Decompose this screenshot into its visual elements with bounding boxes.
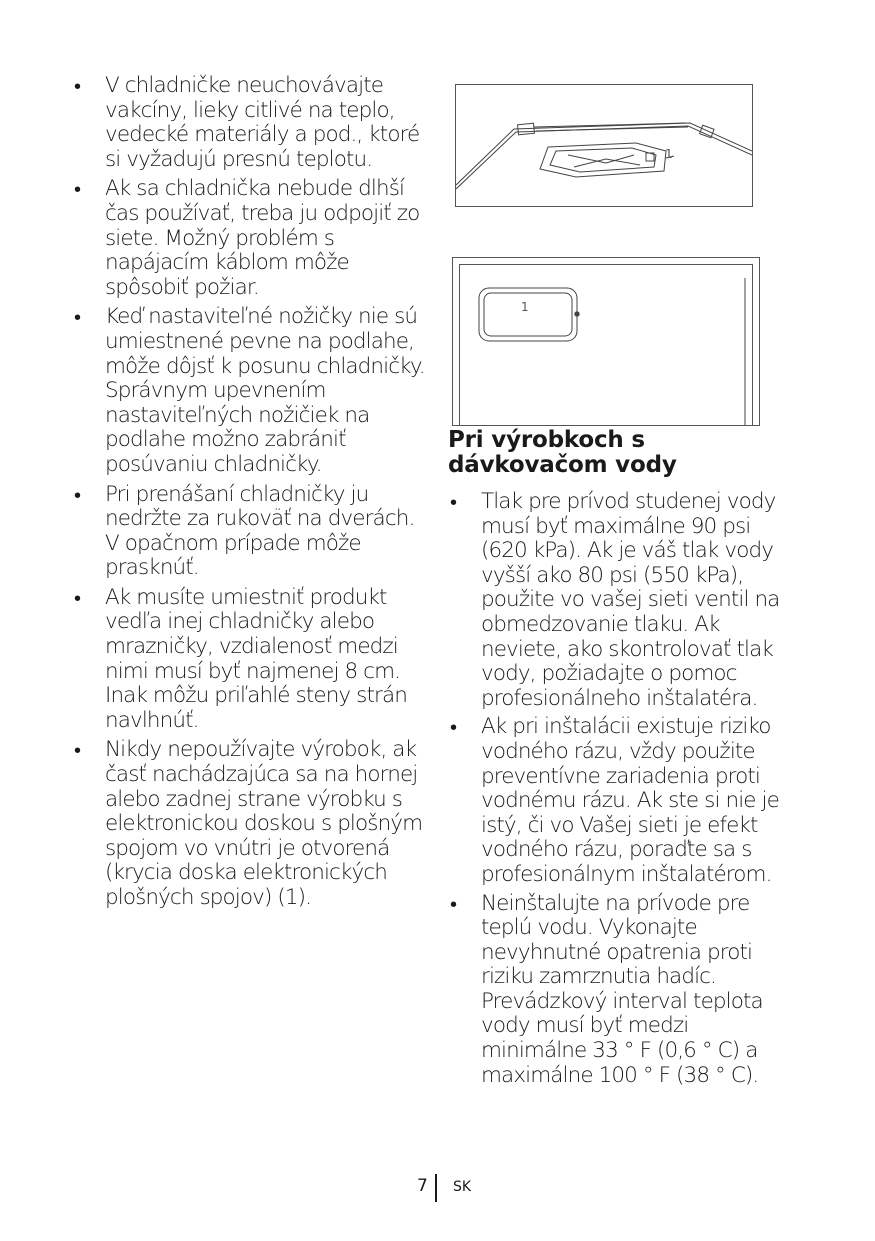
list-item: • Pri prenášaní chladničky ju nedržte za rukoväť na dverách. V opačnom prípade môže prasknúť. (72, 483, 430, 581)
section-heading: Pri výrobkoch s dávkovačom vody (448, 427, 677, 478)
page-footer (0, 1174, 875, 1204)
footer-divider (435, 1174, 437, 1202)
list-item: • Ak pri inštalácii existuje riziko vodného rázu, vždy použite preventívne zariadenia proti vodnému rázu. Ak ste si nie je istý, či vo Vašej sieti je efekt vodného rázu, poraďte sa s profesionálnym inštalatérom. (448, 715, 793, 887)
list-item: • Keď nastaviteľné nožičky nie sú umiestnené pevne na podlahe, môže dôjsť k posunu chladničky. Správnym upevnením nastaviteľných nožičiek na podlahe možno zabrániť posúvaniu chladničky. (72, 305, 430, 477)
list-item: • Tlak pre prívod studenej vody musí byť maximálne 90 psi (620 kPa). Ak je váš tlak vody vyšší ako 80 psi (550 kPa), použite vo vašej sieti ventil na obmedzovanie tlaku. Ak neviete, ako skontrolovať tlak vody, požiadajte o pomoc profesionálneho inštalatéra. (448, 490, 793, 711)
safety-list (72, 74, 430, 911)
page-number: 7 (417, 1176, 428, 1196)
left-column (72, 74, 430, 916)
list-item: • V chladničke neuchovávajte vakcíny, lieky citlivé na teplo, vedecké materiály a pod., ktoré si vyžadujú presnú teplotu. (72, 74, 430, 172)
list-item: • Ak musíte umiestniť produkt vedľa inej chladničky alebo mrazničky, vzdialenosť medzi nimi musí byť najmenej 8 cm. Inak môžu priľahlé steny strán navlhnúť. (72, 586, 430, 734)
figure-callout-label: 1 (665, 147, 673, 161)
back-cover-illustration (453, 258, 759, 425)
list-item: • Neinštalujte na prívode pre teplú vodu. Vykonajte nevyhnutné opatrenia proti riziku zamrznutia hadíc. Prevádzkový interval teplota vody musí byť medzi minimálne 33 ° F (0,6 ° C) a maximálne 100 ° F (38 ° C). (448, 892, 793, 1089)
pcb-cover-illustration (456, 85, 752, 206)
list-item: • Ak sa chladnička nebude dlhší čas používať, treba ju odpojiť zo siete. Možný problém s napájacím káblom môže spôsobiť požiar. (72, 177, 430, 300)
figure-pcb-cover-back (452, 257, 760, 426)
right-column (448, 428, 793, 1092)
figure-callout-label: 1 (521, 300, 529, 314)
list-item: • Nikdy nepoužívajte výrobok, ak časť nachádzajúca sa na hornej alebo zadnej strane výrobku s elektronickou doskou s plošným spojom vo vnútri je otvorená (krycia doska elektronických plošných spojov) (1). (72, 738, 430, 910)
language-code: SK (453, 1179, 472, 1195)
figure-pcb-cover-top (455, 84, 753, 207)
water-dispenser-list (448, 490, 793, 1088)
